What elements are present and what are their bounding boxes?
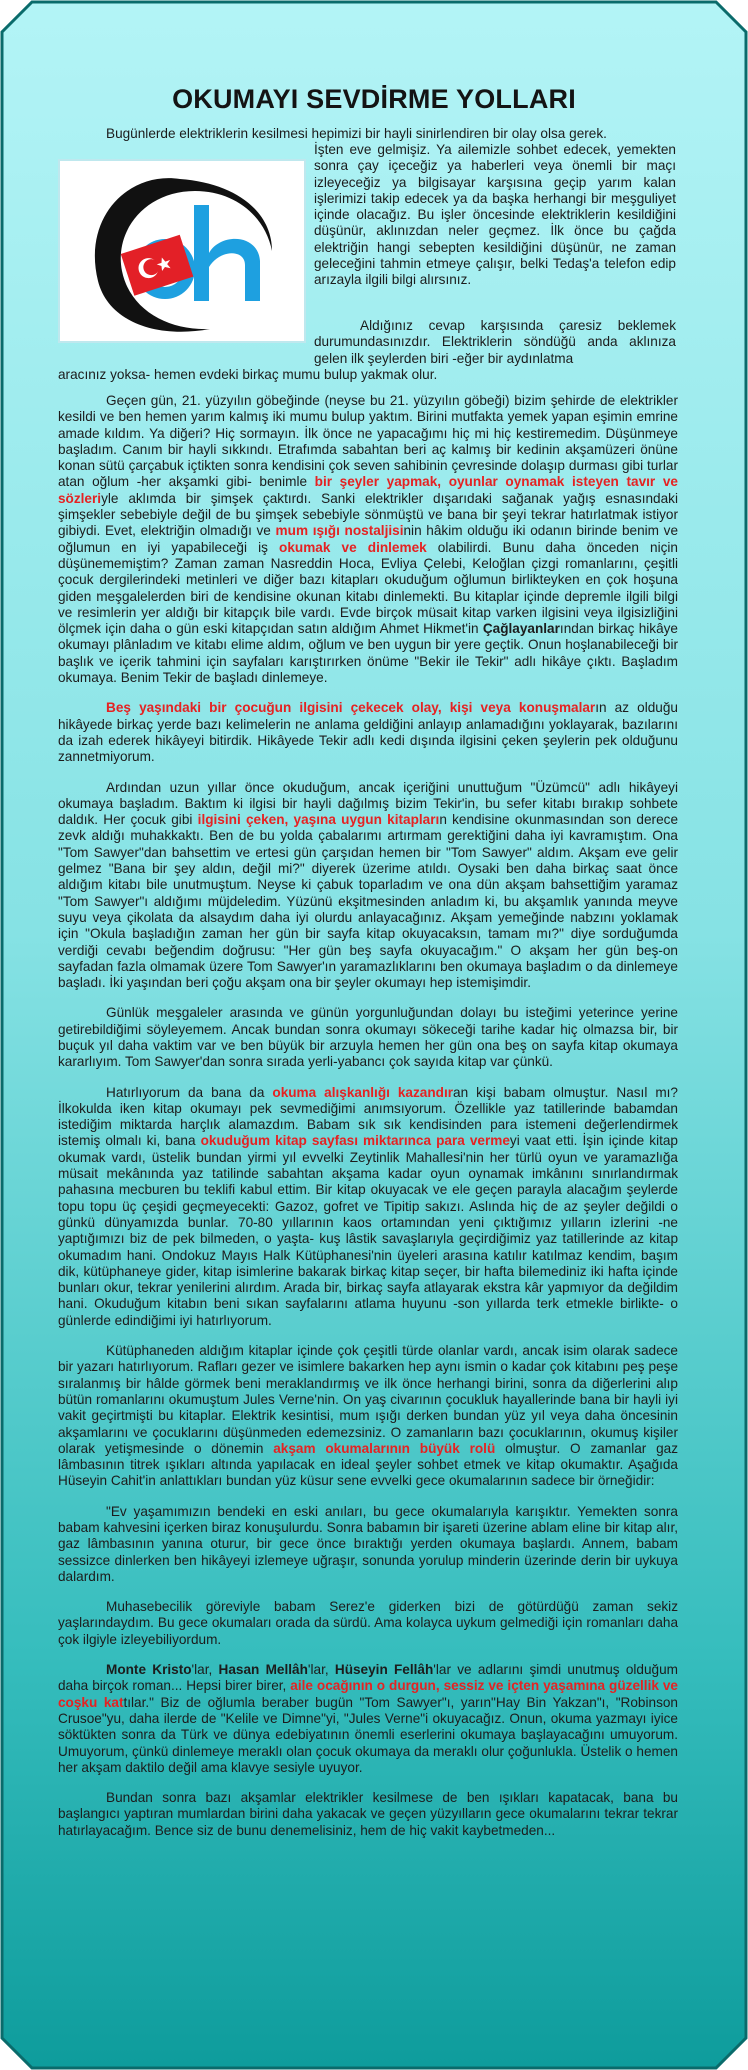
paragraph-text: Günlük meşgaleler arasında ve günün yorgunluğundan dolayı bu isteğimi yeterince yerine getirebildiğimi söyleyemem. Ancak bundan sonra okumayı sökeceği tarihe kadar hiç olmazsa bir, bir buçuk yıl daha vaktim var ve ben büyük bir arzuyla hemen her gün ona beş on sayfa kitap okumaya kararlıyım. Tom Sawyer'dan sonra sırada yerli-yabancı çok sayıda kitap var çünkü. bbox=[58, 1005, 678, 1070]
highlighted-text: okuma alışkanlığı kazandır bbox=[272, 1084, 454, 1100]
paragraph-text: ından birkaç hikâye okumayı plânladım ve kitabı elime aldım, oğlum ve ben uygun bir yere geçtik. Onun hoşlanabileceği bir başlık ve içerik tahmini için sayfaları karıştırırken önüme "Bekir ile Tekir" adlı hikâye çıktı. Başladım okumaya. Benim Tekir de başladı dinlemeye. bbox=[58, 621, 678, 686]
highlighted-text: bir şeyler yapmak, oyunlar oynamak isteyen tavır ve sözleri bbox=[58, 474, 678, 506]
paragraph-text: yi vaat etti. İşin içinde kitap okumak vardı, üstelik bundan yirmi yıl evvelki Zeytinlik Mahallesi'nin her türlü oyun ve yaramazlığa müsait mekânında yaz tatilinde sabahtan akşama kadar oyun oynamak imkânını sınırlandırmak pahasına mecburen bu teklifi kabul ettim. Bir kitap okuyacak ve ele geçen parayla alacağım şeylerde topu topu üç çeşidi geçmeyecekti: Gazoz, gofret ve Tipitip sakızı. Aslında hiç de az şeyler değildi o günkü dünyamızda bunlar. 70-80 yıllarının kaos ortamından yeni çıktığımız yılların izlerini -ne yaptığımızı biz de pek bilmeden, o yaşta- kuş lâstik savaşlarıyla geçirdiğimiz yaz tatillerinde az kitap okumadım hani. Ondokuz Mayıs Halk Kütüphanesi'nin üyeleri arasına katılır katılmaz kendim, başım dik, kütüphaneye gider, kitap isimlerine bakarak birkaç kitap seçer, bir hafta bilemediniz iki hafta içinde bunları okur, tekrar yenilerini alırdım. Arada bir, birkaç sayfa atlayarak ekstra kâr yapmıyor da değildim hani. Okuduğum kitabın beni sıkan sayfalarını atlama huyunu -son yıllarda terk etmekle birlikte- o günlerde edindiğimi iyi hatırlıyorum. bbox=[58, 1133, 678, 1328]
highlighted-text: ilgisini çeken, yaşına uygun kitapları bbox=[197, 812, 440, 828]
bold-text: Çağlayanlar bbox=[482, 621, 560, 637]
highlighted-text: mum ışığı nostaljisi bbox=[275, 523, 404, 539]
highlighted-text: Beş yaşındaki bir çocuğun ilgisini çekecek olay, kişi veya konuşmalar bbox=[106, 700, 596, 716]
highlighted-text: aile ocağının o durgun, sessiz ve içten yaşamına güzellik ve coşku kat bbox=[58, 1678, 678, 1710]
article-paragraph bbox=[58, 1599, 678, 1648]
article-paragraph bbox=[58, 393, 678, 686]
paragraph-text: tılar." Biz de oğlumla beraber bugün "Tom Sawyer"ı, yarın"Hay Bin Yakzan"ı, "Robinson Crusoe"yu, daha ilerde de "Kelile ve Dimne"yi, "Jules Verne"i okuyacağız. Onun, okuma yazmayı iyice söktükten sonra da Türk ve dünya edebiyatının önemli eserlerini okumaya başlayacağını umuyorum. Umuyorum, çünkü dinlemeye meraklı olan çocuk okumaya da meraklı olur çoğunlukla. Üstelik o hemen her akşam daktilo değil ama klavye sesiyle uyuyor. bbox=[58, 1694, 678, 1775]
article-paragraph bbox=[58, 700, 678, 765]
paragraph-text: "Ev yaşamımızın bendeki en eski anıları, bu gece okumalarıyla karışıktır. Yemekten sonra babam kahvesini içerken biraz konuşulurdu. Sonra babamın bir işareti üzerine ablam eline bir kitap alır, gaz lâmbasının yanına oturur, bir gece önce bıraktığı yerden okumaya başlardı. Annem, babam sessizce dinlerken ben hikâyeyi izlemeye uğraşır, sonunda yorulup minderin üzerinde derin bir uykuya dalardım. bbox=[58, 1503, 678, 1584]
bold-text: Hüseyin Fellâh bbox=[334, 1662, 434, 1678]
paragraph-text: 'lar ve adlarını şimdi unutmuş olduğum daha birçok roman... Hepsi birer birer, bbox=[58, 1662, 678, 1694]
highlighted-text: okumak ve dinlemek bbox=[279, 539, 427, 555]
paragraph-text: Kütüphaneden aldığım kitaplar içinde çok çeşitli türde olanlar vardı, ancak isim olarak sadece bir yazarı hatırlıyorum. Rafları gezer ve isimlere bakarken hep aynı ismin o kadar çok kitabını peş peşe sıralanmış bir hâlde görmek beni meraklandırmış ve ilk önce herhangi birini, sonra da diğerlerini alıp bütün romanlarını okumuştum Jules Verne'nin. On yaş civarının çocukluk hayallerinde bana bir hayli iyi vakit geçirtmişti bu kitaplar. Elektrik kesintisi, mum ışığı derken bundan yüz yıl veya daha öncesinin akşamlarını ve çocuklarını düşünmeden edemezsiniz. O zamanların bazı çocuklarının, okumuş kişiler olarak yetişmesinde o dönemin bbox=[58, 1343, 678, 1456]
logo-box bbox=[58, 159, 306, 343]
article-paragraph bbox=[58, 1005, 678, 1070]
page-title: OKUMAYI SEVDİRME YOLLARI bbox=[172, 84, 576, 114]
highlighted-text: akşam okumalarının büyük rolü bbox=[273, 1440, 496, 1456]
intro-first-line bbox=[106, 126, 676, 142]
paragraph-text: nin hâkim olduğu iki odanın birinde benim ve oğlumun en iyi yapabileceği iş bbox=[58, 523, 678, 555]
intro-beside-logo-2: Aldığınız cevap karşısında çaresiz beklemek durumundasınızdır. Elektriklerin söndüğü anda aklınıza gelen ilk şeylerden biri -eğer bir aydınlatma bbox=[314, 318, 676, 366]
paragraph-text: 'lar, bbox=[307, 1662, 335, 1678]
paragraph-text: an kişi babam olmuştur. Nasıl mı? İlkokulda iken kitap okumayı pek sevmediğimi anımsıyorum. Özellikle yaz tatillerinde babamdan istediğim miktarda harçlık alamazdım. Babam sık sık kendisinden para istemeni değerlendirmek istemiş olmalı ki, bana bbox=[58, 1084, 678, 1149]
paragraph-text: n kendisine okunmasından son derece zevk aldığı muhakkaktı. Ben de bu yolda çabalarımı artırmam gerektiğini daha iyi kavramıştım. Ona "Tom Sawyer"dan bahsettim ve ertesi gün çarşıdan hemen bir "Tom Sawyer" aldım. Akşam eve gelir gelmez "Bana bir şey aldın, değil mi?" diyerek üzerime atıldı. Oysaki ben daha birkaç saat önce aldığım kitabı bile unutmuştum. Neyse ki çabuk toparladım ve ona dün akşam bahsettiğim yaramaz "Tom Sawyer"ı aldığımı müjdeledim. Yüzünü ekşitmesinden anladım ki, bu akşamlık yanında meyve suyu veya çikolata da alsaydım daha iyi olurdu anlayacağınız. Akşam yemeğinde nabzını yoklamak için "Okula başladığın zaman her gün bir sayfa kitap okuyacaksın, tamam mı?" diye sorduğumda verdiği cevabı beğendim doğrusu: "Her gün beş sayfa okuyacağım." O akşam her gün beş-on sayfadan fazla olmamak üzere Tom Sawyer'ın yaramazlıklarını ben okumaya başladım o da dinlemeye başladı. İki yaşından beri çoğu akşam ona bir şeyler okumayı hep istemişimdir. bbox=[58, 812, 678, 991]
bold-text: Hasan Mellâh bbox=[218, 1662, 308, 1678]
paragraph-text: Geçen gün, 21. yüzyılın göbeğinde (neyse bu 21. yüzyılın göbeği) bizim şehirde de elektrikler kesildi ve ben hemen yarım kalmış iki mumu bulup yaktım. Birini mutfakta yemek yapan eşimin emrine amade kıldım. Ya diğeri? Hiç sormayın. İlk önce ne yapacağımı hiç mi hiç kestiremedim. Düşünmeye başladım. Canım bir hayli sıkkındı. Etrafımda sabahtan beri aç kalmış bir kedinin akşamüzeri önüne konan sütü çarçabuk içtikten sonra kendisini çok seven sahibinin çevresinde dolaşıp durması gibi turlar atan oğlum -her akşamki gibi- benimle bbox=[58, 393, 678, 490]
paragraph-text: Muhasebecilik göreviyle babam Serez'e giderken bizi de götürdüğü zaman sekiz yaşlarındaydım. Bu gece okumaları orada da sürdü. Ama kolayca uykum gelmediği için romanları daha çok ilgiyle izleyebiliyordum. bbox=[58, 1599, 678, 1647]
paragraph-text: 'lar, bbox=[191, 1662, 219, 1678]
paragraph-text: ın az olduğu hikâyede birkaç yerde bazı kelimelerin ne anlama geldiğini anlayıp anlamadığını yoklayarak, bazılarını da izah ederek hikâyeyi bitirdik. Hikâyede Tekir adlı kedi dışında ilgisini çeken şeylerin pek olduğunu zannetmiyorum. bbox=[58, 700, 678, 765]
article-body bbox=[58, 393, 678, 1853]
paragraph-text: olabilirdi. Bunu daha önceden niçin düşünememiştim? Zaman zaman Nasreddin Hoca, Evliya Çelebi, Keloğlan çizgi romanlarını, çeşitli çocuk dergilerindeki metinleri ve diğer bazı kitapları okuduğum oğlumun birlikteyken en çok hoşuna giden meşgalelerden biri de kendisine okunan kitabı dinlemekti. Bu kitaplar içinde depremle ilgili bilgi ve resimlerin yer aldığı bir kitapçık bile vardı. Evde birçok müsait kitap varken ilgisini veya ilgisizliğini ölçmek için daha o gün eski kitapçıdan satın aldığım Ahmet Hikmet'in bbox=[58, 539, 678, 637]
turkish-flag-logo-icon bbox=[60, 161, 304, 341]
article-paragraph bbox=[58, 1504, 678, 1585]
intro-beside-logo: İşten eve gelmişiz. Ya ailemizle sohbet edecek, yemekten sonra çay içeceğiz ya haberleri veya önemli bir maçı izleyeceğiz ya bilgisayar karşısına geçip yarım kalan işlerimizi takip edecek ya da başka herhangi bir meşguliyet içinde olacağız. Bu işler öncesinde elektriklerin kesildiğini düşünür, aklınızdan neler geçmez. İlk önce bu çağda elektriğin hangi sebepten kesildiğini düşünür, ne zaman geleceğini tahmin etmeye çalışır, belki Tedaş'a telefon edip arızayla ilgili bilgi alırsınız. bbox=[314, 142, 676, 288]
bold-text: Monte Kristo bbox=[106, 1662, 192, 1678]
paragraph-text: Bundan sonra bazı akşamlar elektrikler kesilmese de ben ışıkları kapatacak, bana bu başlangıcı yaptıran mumlardan birini daha yakacak ve geçen yüzyılların gece okumalarını tekrar tekrar hatırlayacağım. Bence siz de bunu denemelisiniz, hem de hiç vakit kaybetmeden... bbox=[58, 1790, 678, 1838]
article-paragraph bbox=[58, 1343, 678, 1490]
paragraph-text: Ardından uzun yıllar önce okuduğum, ancak içeriğini unuttuğum "Üzümcü" adlı hikâyeyi okumaya başladım. Baktım ki ilgisi bir hayli dağılmış bizim Tekir'in, bu sefer kitabı bırakıp sohbete daldık. Her çocuk gibi bbox=[58, 779, 678, 828]
intro-line: Bugünlerde elektriklerin kesilmesi hepimizi bir hayli sinirlendiren bir olay olsa gerek. bbox=[106, 126, 607, 141]
paragraph-text: olmuştur. O zamanlar gaz lâmbasının titrek ışıkları altında yapılacak en ideal şeyler sohbet etmek ve kitap okumaktır. Aşağıda Hüseyin Cahit'in anlattıkları bundan yüz küsur sene evvelki gece okumalarının sadece bir örneğidir: bbox=[58, 1440, 679, 1489]
article-paragraph bbox=[58, 1662, 678, 1776]
highlighted-text: okuduğum kitap sayfası miktarınca para verme bbox=[200, 1133, 510, 1149]
article-paragraph bbox=[58, 1790, 678, 1839]
article-paragraph bbox=[58, 780, 678, 992]
paragraph-text: yle aklımda bir şimşek çaktırdı. Sanki elektrikler dışarıdaki sağanak yağış esnasındaki şimşekler sebebiyle değil de bu şimşek sebebiyle sönmüştü ve bana bir şeyi tekrar hatırlatmak istiyor gibiydi. Evet, elektriğin olmadığı ve bbox=[58, 490, 678, 539]
article-paragraph bbox=[58, 1085, 678, 1329]
paragraph-text: Hatırlıyorum da bana da bbox=[106, 1084, 273, 1100]
intro-after-logo: aracınız yoksa- hemen evdeki birkaç mumu bulup yakmak olur. bbox=[58, 367, 438, 382]
